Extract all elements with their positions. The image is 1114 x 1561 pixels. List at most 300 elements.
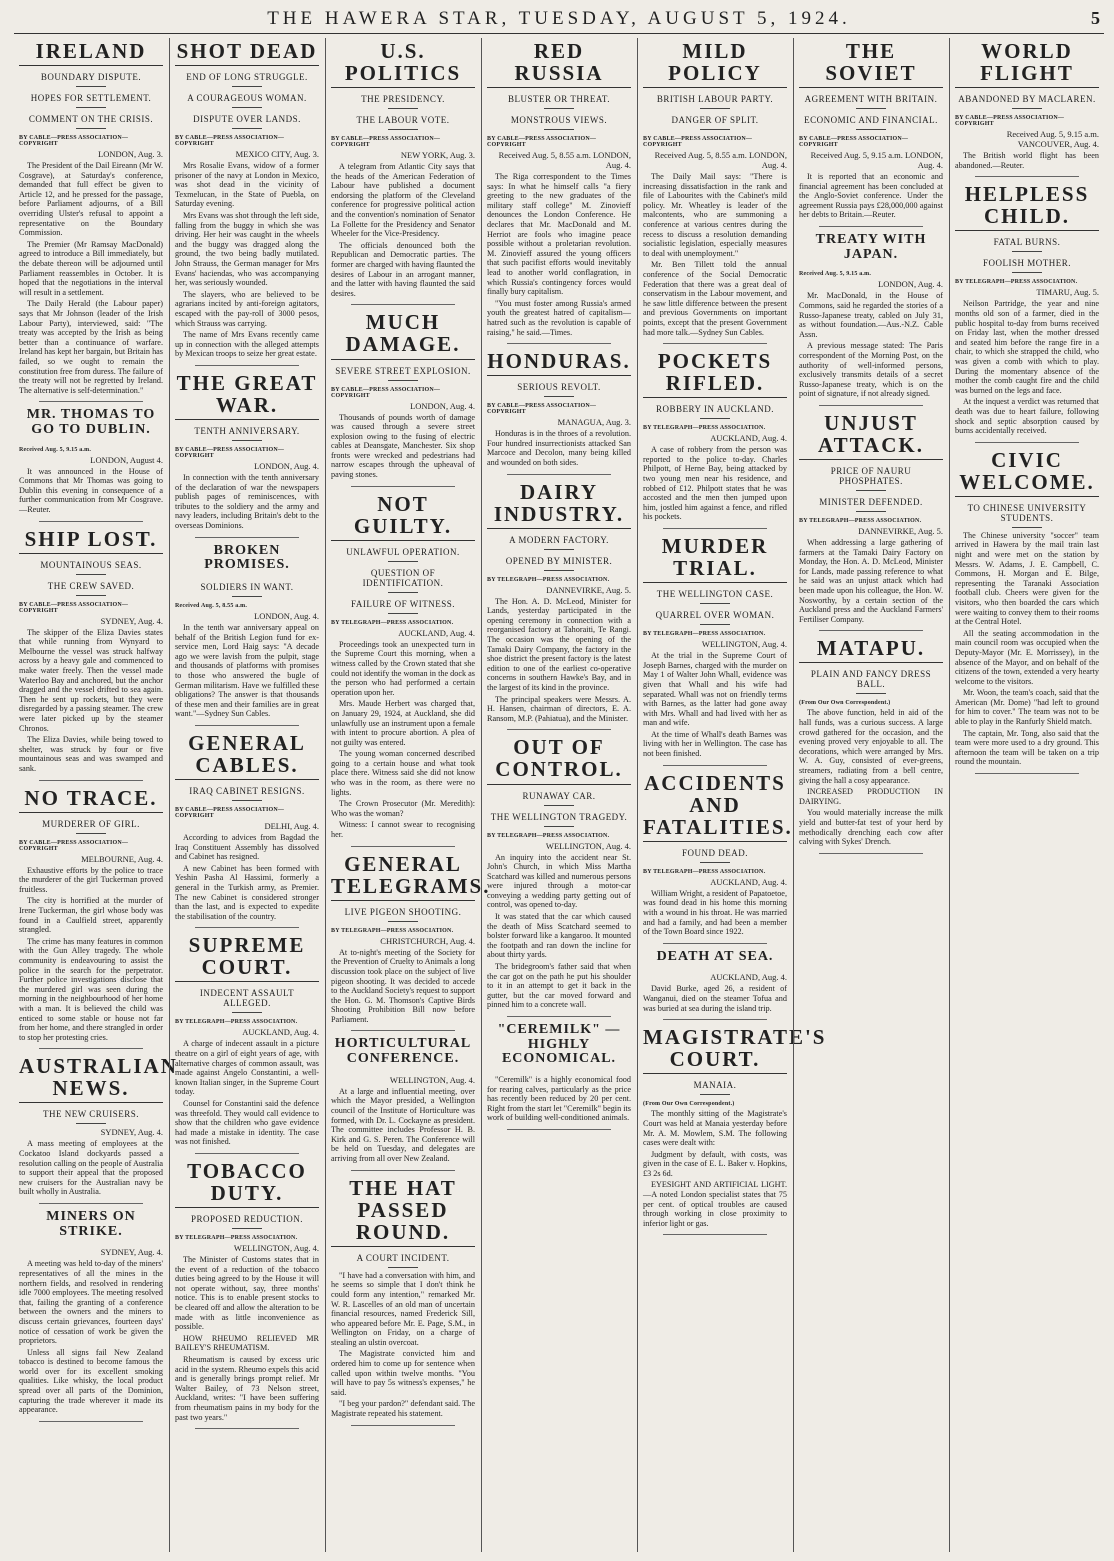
story-dateline: Received Aug. 5, 8.55 a.m. LONDON, Aug. 4. bbox=[498, 150, 631, 171]
deck-rule bbox=[388, 561, 418, 562]
story-dateline: LONDON, Aug. 4. bbox=[878, 279, 943, 290]
deck-rule bbox=[232, 800, 262, 801]
story-paragraph: The officials denounced both the Republican and Democratic parties. The former are charged with having flaunted the desires of Labour in an arrogant manner, and the latter with having flaunted the said desires. bbox=[331, 240, 475, 298]
story-credit: BY CABLE—PRESS ASSOCIATION—COPYRIGHT bbox=[487, 136, 597, 149]
story bbox=[331, 493, 475, 847]
story-body bbox=[19, 1259, 163, 1415]
story bbox=[331, 1177, 475, 1426]
story-headline: U.S. POLITICS bbox=[331, 40, 475, 88]
story-body bbox=[799, 708, 943, 846]
story-paragraph: Mr. MacDonald, in the House of Commons, said he regarded the stories of a Russo-Japanese treaty, cabled on July 31, as without foundation.—Aus.-N.Z. Cable Assn. bbox=[799, 291, 943, 339]
story-headline: HORTICULTURAL CONFERENCE. bbox=[334, 1036, 472, 1067]
story-divider bbox=[507, 1016, 611, 1017]
story-dateline: MELBOURNE, Aug. 4. bbox=[81, 853, 163, 864]
story-deck: SOLDIERS IN WANT. bbox=[200, 581, 294, 592]
story-headline: GENERAL TELEGRAMS. bbox=[331, 853, 475, 901]
story-paragraph: The Riga correspondent to the Times says: In what he himself calls "a fiery greeting to the new graduates of the military staff college" M. Zinovieff denounces the London Conference. He declares that Mr. MacDonald and M. Herriot are fools who imagine peace possible without a proletarian revolution. M. Zinovieff assured the young officers that such pacifist efforts would inevitably lead to another world conflagration, in which Russia's contingency forces would finally bury capitalism. bbox=[487, 172, 631, 297]
story-credit: BY TELEGRAPH—PRESS ASSOCIATION. bbox=[175, 1235, 298, 1242]
story-divider bbox=[975, 442, 1079, 443]
story-body bbox=[799, 538, 943, 624]
story-divider bbox=[507, 343, 611, 344]
story-dateline: SYDNEY, Aug. 4. bbox=[100, 1247, 163, 1258]
story-divider bbox=[39, 521, 143, 522]
story-deck: A COURT INCIDENT. bbox=[356, 1252, 450, 1263]
story-headline: NOT GUILTY. bbox=[331, 493, 475, 541]
story-paragraph: It is reported that an economic and financial agreement has been concluded at the Anglo-Soviet conference. Under the agreement Russia pays £28,000,000 against her debts to Britain.—Reuter. bbox=[799, 172, 943, 220]
story-divider bbox=[819, 405, 923, 406]
story-divider bbox=[195, 927, 299, 928]
story-headline: WORLD FLIGHT bbox=[955, 40, 1099, 88]
masthead bbox=[14, 6, 1104, 32]
story-credit: (From Our Own Correspondent.) bbox=[643, 1101, 735, 1108]
story-paragraph: A previous message stated: The Paris correspondent of the Morning Post, on the authority of well-informed persons, exclusively transmits details of a secret Russo-Japanese treaty, which is on the point of signature, if not already signed. bbox=[799, 341, 943, 399]
story bbox=[331, 851, 491, 1032]
story-paragraph: A charge of indecent assault in a picture theatre on a girl of eight years of age, with alternative charges of common assault, was made against Angelo Constantini, a well-known Italian singer, in the Supreme Court today. bbox=[175, 1039, 319, 1097]
story-paragraph: INCREASED PRODUCTION IN DAIRYING. bbox=[799, 787, 943, 806]
story-deck: MONSTROUS VIEWS. bbox=[510, 115, 608, 126]
story-paragraph: William Wright, a resident of Papatoetoe, was found dead in his home this morning with a wound in his throat. He was married and had a family, and had been a member of the Town Board since 1922. bbox=[643, 888, 787, 937]
story-paragraph: In connection with the tenth anniversary of the declaration of war the newspapers publish pages of reminiscences, with tributes to the soldiery and the army and navy leaders, including Britain's debt to the overseas Dominions. bbox=[175, 473, 319, 530]
story-deck: HOPES FOR SETTLEMENT. bbox=[30, 93, 152, 104]
story-headline: CIVIC WELCOME. bbox=[955, 449, 1099, 497]
story-body bbox=[19, 161, 163, 395]
story bbox=[643, 350, 787, 529]
story-credit: BY TELEGRAPH—PRESS ASSOCIATION. bbox=[487, 832, 610, 839]
story bbox=[19, 1210, 163, 1422]
story-credit: BY TELEGRAPH—PRESS ASSOCIATION. bbox=[331, 619, 454, 626]
deck-rule bbox=[76, 107, 106, 108]
story-deck: ABANDONED BY MACLAREN. bbox=[958, 94, 1096, 105]
story-deck: SEVERE STREET EXPLOSION. bbox=[335, 365, 471, 376]
story-divider bbox=[663, 1234, 767, 1235]
story-credit: BY CABLE—PRESS ASSOCIATION—COPYRIGHT bbox=[175, 806, 285, 819]
story-body bbox=[487, 597, 631, 724]
deck-rule bbox=[544, 129, 574, 130]
story-body bbox=[331, 1271, 475, 1419]
deck-rule bbox=[1012, 527, 1042, 528]
story-paragraph: The Crown Prosecutor (Mr. Meredith): Who was the woman? bbox=[331, 799, 475, 818]
story-dateline: DANNEVIRKE, Aug. 5. bbox=[546, 584, 631, 595]
story-paragraph: The Daily Herald (the Labour paper) says that Mr Johnson (leader of the Irish Labour Party), interviewed, said: "The treaty was accepted by the Irish as being better than a continuance of warfare. Ireland has kept her bargain, but Britain has failed, so we ought to remain the constitution free from duress. The failure of the treaty will not be regretted by Ireland. The alternative is self-determination." bbox=[19, 299, 163, 395]
story-paragraph: The Magistrate convicted him and ordered him to come up for sentence when called upon within twelve months. "You will have to pay 5s witness's expenses," he said. bbox=[331, 1349, 475, 1397]
story-divider bbox=[819, 630, 923, 631]
deck-rule bbox=[76, 595, 106, 596]
story-divider bbox=[975, 176, 1079, 177]
story-headline: SUPREME COURT. bbox=[175, 934, 319, 982]
deck-rule bbox=[700, 108, 730, 109]
story-paragraph: At the time of Whall's death Barnes was living with her in Wellington. The case has not been finished. bbox=[643, 729, 787, 759]
story-headline: MILD POLICY bbox=[643, 40, 787, 88]
story-paragraph: All the seating accommodation in the main council room was occupied when the Deputy-Mayor (Mr. E. Morrissey), in the absence of the Mayor, and on behalf of the citizens of the town, extended a very hearty welcome to the visitors. bbox=[955, 628, 1099, 686]
story-paragraph: David Burke, aged 26, a resident of Wanganui, died on the steamer Tofua and was buried at sea during the island trip. bbox=[643, 984, 787, 1013]
story bbox=[799, 233, 943, 406]
column-7 bbox=[950, 38, 1104, 1552]
story-body bbox=[331, 1087, 475, 1164]
story-paragraph: Proceedings took an unexpected turn in the Supreme Court this morning, when a witness called by the Crown stated that she could not identify the woman in the dock as the person who had performed a certain operation upon her. bbox=[331, 639, 475, 697]
story-dateline: CHRISTCHURCH, Aug. 4. bbox=[380, 935, 475, 946]
story-divider bbox=[507, 1129, 611, 1130]
story-deck: QUESTION OF IDENTIFICATION. bbox=[362, 567, 444, 588]
story bbox=[331, 1037, 475, 1170]
story-body bbox=[175, 161, 319, 359]
story bbox=[643, 535, 787, 766]
story-body bbox=[175, 623, 319, 719]
story-headline: ACCIDENTS AND FATALITIES. bbox=[643, 772, 787, 842]
story-divider bbox=[195, 1153, 299, 1154]
story-paragraph: The Minister of Customs states that in the event of a reduction of the tobacco duties being agreed to by the House it will not operate without, say, three months' notice. This is to enable present stocks to be cleared off and allow the alteration to be made with as little inconvenience as possible. bbox=[175, 1255, 319, 1332]
story-divider bbox=[351, 486, 455, 487]
story-body bbox=[487, 172, 631, 337]
story-body bbox=[487, 1075, 631, 1123]
story-dateline: WELLINGTON, Aug. 4. bbox=[545, 840, 631, 851]
story-deck: DISPUTE OVER LANDS. bbox=[193, 114, 301, 125]
deck-rule bbox=[700, 624, 730, 625]
story-paragraph: The city is horrified at the murder of Irene Tuckerman, the girl whose body was found in a Caulfield street, apparently strangled. bbox=[19, 896, 163, 935]
story-deck: BOUNDARY DISPUTE. bbox=[40, 72, 142, 83]
masthead-title: THE HAWERA STAR, TUESDAY, AUGUST 5, 1924. bbox=[267, 8, 851, 29]
deck-rule bbox=[544, 570, 574, 571]
story-credit: BY CABLE—PRESS ASSOCIATION—COPYRIGHT bbox=[331, 386, 441, 399]
column-3 bbox=[326, 38, 491, 1552]
column-1 bbox=[14, 38, 178, 1552]
story-dateline: SYDNEY, Aug. 4. bbox=[100, 1127, 163, 1138]
story bbox=[175, 40, 319, 366]
story-divider bbox=[663, 943, 767, 944]
column-2 bbox=[170, 38, 324, 1552]
story-paragraph: Mrs Evans was shot through the left side, falling from the buggy in which she was driving. Her heir was caught in the wheels and the buggy was dragged along the ground, the two being badly mutilated. John Strauss, the German manager for Mrs Evans' haciendas, who was accompanying her, was seriously wounded. bbox=[175, 211, 319, 288]
story-paragraph: Mrs. Maude Herbert was charged that, on January 29, 1924, at Auckland, she did unlawfully use an instrument upon a female with intent to procure abortion. A plea of not guilty was entered. bbox=[331, 699, 475, 747]
story-paragraph: Exhaustive efforts by the police to trace the murderer of the girl Tuckerman proved fruitless. bbox=[19, 865, 163, 894]
masthead-rule bbox=[14, 33, 1104, 34]
story-body bbox=[799, 172, 943, 220]
story-dateline: MANAGUA, Aug. 3. bbox=[557, 417, 631, 428]
story-deck: AGREEMENT WITH BRITAIN. bbox=[804, 94, 938, 105]
deck-rule bbox=[544, 826, 574, 827]
story-headline: MATAPU. bbox=[799, 637, 943, 663]
story-body bbox=[955, 299, 1099, 435]
deck-rule bbox=[544, 805, 574, 806]
story bbox=[175, 544, 319, 726]
story-deck: THE LABOUR VOTE. bbox=[356, 115, 450, 126]
story-headline: SHIP LOST. bbox=[19, 528, 163, 554]
deck-rule bbox=[700, 1094, 730, 1095]
story-divider bbox=[39, 1048, 143, 1049]
story bbox=[19, 40, 163, 402]
story-body bbox=[175, 833, 319, 921]
story-body bbox=[955, 151, 1099, 170]
story-body bbox=[487, 429, 631, 467]
story-divider bbox=[195, 1428, 299, 1429]
story-headline: HELPLESS CHILD. bbox=[955, 183, 1099, 231]
story-paragraph: In the tenth war anniversary appeal on behalf of the British Legion fund for ex-service men, Lord Haig says: "A decade ago we were lavish from the pulpit, stage and thousands of platforms with promises to those who answered the bugle of German militarism. Have we fulfilled these obligations? The answer is that thousands of these men and their families are in great want."—Sydney Sun Cables. bbox=[175, 622, 319, 719]
story bbox=[487, 736, 631, 1017]
story-divider bbox=[663, 528, 767, 529]
story-paragraph: Rheumatism is caused by excess uric acid in the system. Rheumo expels this acid and is generally brings prompt relief. Mr Walter Bailey, of 73 Nelson street, Auckland, writes: "I have been suffering from rheumatism pains in my body for the past two years." bbox=[175, 1354, 319, 1422]
story-headline: HONDURAS. bbox=[487, 350, 631, 376]
story-paragraph: The bridegroom's father said that when the car got on the path he put his shoulder to it in an attempt to get it back in the gutter, but the car moved forward and pinned him to a concrete wall. bbox=[487, 962, 631, 1010]
story-paragraph: The Eliza Davies, while being towed to shelter, was struck by four or five mountainous seas and was swamped and sank. bbox=[19, 735, 163, 773]
story-headline: "CEREMILK" — HIGHLY ECONOMICAL. bbox=[497, 1022, 621, 1067]
story-dateline: TIMARU, Aug. 5. bbox=[1036, 287, 1099, 298]
deck-rule bbox=[232, 596, 262, 597]
story-body bbox=[19, 1139, 163, 1197]
story-dateline: NEW YORK, Aug. 3. bbox=[400, 150, 475, 161]
story-body bbox=[331, 948, 475, 1025]
story-body bbox=[331, 162, 475, 298]
story bbox=[955, 449, 1099, 774]
story bbox=[643, 950, 787, 1020]
deck-rule bbox=[232, 86, 262, 87]
story-paragraph: At to-night's meeting of the Society for the Prevention of Cruelty to Animals a long discussion took place on the subject of live pigeon shooting. It was decided to accede to the Auckland Society's request to support the Hon. G. M. Thomson's Captive Birds Shooting Prohibition Bill now before Parliament. bbox=[331, 947, 475, 1024]
deck-rule bbox=[388, 108, 418, 109]
story-paragraph: A case of robbery from the person was reported to the police to-day. Charles Philpott, of Herne Bay, being attacked by two young men near his residence, and robbed of £12. Philpott states that he was accosted and the men then jumped upon him, jostled him against a fence, and rifled his pockets. bbox=[643, 445, 787, 522]
story bbox=[799, 412, 943, 631]
deck-rule bbox=[856, 693, 886, 694]
story-headline: RED RUSSIA bbox=[487, 40, 631, 88]
story-credit: BY CABLE—PRESS ASSOCIATION—COPYRIGHT bbox=[487, 403, 597, 416]
story-divider bbox=[39, 780, 143, 781]
story-credit: BY CABLE—PRESS ASSOCIATION—COPYRIGHT bbox=[799, 136, 909, 149]
story-paragraph: "I have had a conversation with him, and he seems so simple that I don't think he could form any intention," remarked Mr. W. R. Lascelles of an old man of uncertain financial resources, named Frederick Sill, who appeared before Mr. E. Page, S.M., in Wellington on Friday, on a charge of stealing an ulstin overcoat. bbox=[331, 1270, 475, 1347]
story-credit: BY CABLE—PRESS ASSOCIATION—COPYRIGHT bbox=[19, 839, 129, 852]
story-deck: ECONOMIC AND FINANCIAL. bbox=[804, 115, 938, 126]
story-dateline: AUCKLAND, Aug. 4. bbox=[242, 1027, 319, 1038]
story-credit: BY TELEGRAPH—PRESS ASSOCIATION. bbox=[955, 279, 1078, 286]
story-paragraph: It was announced in the House of Commons that Mr Thomas was going to Dublin this evening in consequence of a further communication from Mr Cosgrave.—Reuter. bbox=[19, 466, 163, 515]
deck-rule bbox=[388, 921, 418, 922]
story-deck: THE CREW SAVED. bbox=[47, 580, 135, 591]
story-deck: UNLAWFUL OPERATION. bbox=[346, 546, 460, 557]
story-dateline: WELLINGTON, Aug. 4. bbox=[389, 1074, 475, 1085]
story-headline: MINERS ON STRIKE. bbox=[46, 1208, 136, 1239]
story-divider bbox=[663, 343, 767, 344]
deck-rule bbox=[544, 396, 574, 397]
deck-rule bbox=[700, 603, 730, 604]
deck-rule bbox=[388, 129, 418, 130]
story-paragraph: The slayers, who are believed to be agrarians incited by anti-foreign agitators, escaped with the pay-roll of 3000 pesos, which Strauss was carrying. bbox=[175, 289, 319, 328]
story-deck: THE NEW CRUISERS. bbox=[42, 1109, 140, 1120]
story-deck: ROBBERY IN AUCKLAND. bbox=[656, 404, 774, 415]
story-headline: MR. THOMAS TO GO TO DUBLIN. bbox=[26, 407, 156, 437]
story-divider bbox=[351, 1030, 455, 1031]
story-paragraph: The President of the Dail Eireann (Mr W. Cosgrave), at Saturday's conference, demanded that full effect be given to Article 12, and he pressed for the passage, before Parliament adjourns, of a Bill overriding Ulster's refusal to appoint a representative on the Boundary Commission. bbox=[19, 161, 163, 238]
story-credit: BY TELEGRAPH—PRESS ASSOCIATION. bbox=[643, 425, 766, 432]
story-credit: BY TELEGRAPH—PRESS ASSOCIATION. bbox=[175, 1019, 298, 1026]
story-headline: GENERAL CABLES. bbox=[175, 732, 319, 780]
story bbox=[955, 40, 1099, 177]
story-deck: OPENED BY MINISTER. bbox=[505, 555, 613, 566]
story-dateline: LONDON, Aug. 4. bbox=[410, 400, 475, 411]
story-divider bbox=[819, 226, 923, 227]
deck-rule bbox=[856, 490, 886, 491]
story-headline: THE GREAT WAR. bbox=[175, 372, 319, 420]
story-paragraph: "Ceremilk" is a highly economical food for rearing calves, particularly as the price has recently been reduced by 20 per cent. Right from the start let "Ceremilk" begin its work of building well-conditioned animals. bbox=[487, 1075, 631, 1123]
story-paragraph: Witness: I cannot swear to recognising her. bbox=[331, 820, 475, 840]
story bbox=[19, 787, 163, 1050]
story-paragraph: At the inquest a verdict was returned that death was due to heart failure, following shock and septic absorption caused by burns accidentally received. bbox=[955, 397, 1099, 436]
deck-rule bbox=[856, 108, 886, 109]
story-divider bbox=[39, 1203, 143, 1204]
deck-rule bbox=[232, 440, 262, 441]
story-divider bbox=[819, 853, 923, 854]
story-credit: BY CABLE—PRESS ASSOCIATION—COPYRIGHT bbox=[955, 115, 1065, 128]
deck-rule bbox=[1012, 251, 1042, 252]
story-dateline: LONDON, August 4. bbox=[90, 454, 163, 465]
story-headline: TOBACCO DUTY. bbox=[175, 1160, 319, 1208]
story-body bbox=[487, 853, 631, 1011]
story-headline: BROKEN PROMISES. bbox=[204, 542, 290, 573]
story-dateline: Received Aug. 5, 9.15 a.m. VANCOUVER, Aug. 4. bbox=[1006, 129, 1099, 150]
story-body bbox=[643, 889, 787, 937]
story-paragraph: An inquiry into the accident near St. John's Church, in which Miss Martha Scatchard was killed and numerous persons were injured through a motor-car conveying a wedding party getting out of control, was opened to-day. bbox=[487, 852, 631, 910]
story-dateline: Received Aug. 5, 8.55 a.m. LONDON, Aug. 4. bbox=[654, 150, 787, 171]
deck-rule bbox=[76, 1123, 106, 1124]
story-deck: BRITISH LABOUR PARTY. bbox=[656, 94, 774, 105]
story-deck: PLAIN AND FANCY DRESS BALL. bbox=[810, 669, 932, 690]
story-paragraph: The skipper of the Eliza Davies states that while running from Wynyard to Melbourne the vessel was struck halfway across by a heavy gale and commenced to make water freely. Then the vessel made Waterloo Bay and anchored, but the anchor dragged and the vessel drifted to sea again. Then he sent up rockets, but they were disregarded by a passing steamer. The crew were later picked up by the steamer Chronos. bbox=[19, 627, 163, 733]
story-paragraph: "You must foster among Russia's armed youth the greatest hatred of capitalism—hatred such as the revolution is capable of raising," he said.—Times. bbox=[487, 298, 631, 337]
deck-rule bbox=[76, 574, 106, 575]
story-divider bbox=[39, 1421, 143, 1422]
story-paragraph: At the trial in the Supreme Court of Joseph Barnes, charged with the murder on May 1 of Walter John Whall, evidence was given that Whall and his wife had separated. Whall was not on friendly terms with Barnes, as the latter had gone away with Mrs. Whall and had lived with her as man and wife. bbox=[643, 651, 787, 728]
story-deck: FAILURE OF WITNESS. bbox=[351, 598, 455, 609]
story bbox=[643, 1025, 827, 1235]
story bbox=[175, 372, 319, 538]
story-body bbox=[643, 172, 787, 337]
story-credit: Received Aug. 5, 9.15 a.m. bbox=[19, 446, 92, 453]
story-body bbox=[643, 984, 787, 1013]
deck-rule bbox=[544, 108, 574, 109]
story-paragraph: Counsel for Constantini said the defence was threefold. They would call evidence to show that the children who gave evidence had made a mistake in identity. The case was not finished. bbox=[175, 1098, 319, 1147]
story-dateline: LONDON, Aug. 4. bbox=[254, 610, 319, 621]
story-deck: RUNAWAY CAR. bbox=[522, 790, 596, 801]
story bbox=[331, 40, 475, 305]
story bbox=[487, 350, 631, 474]
story-headline: THE SOVIET bbox=[799, 40, 943, 88]
story-headline: POCKETS RIFLED. bbox=[643, 350, 787, 398]
story-deck: THE WELLINGTON CASE. bbox=[656, 589, 774, 600]
story-paragraph: The Premier (Mr Ramsay MacDonald) agreed to introduce a Bill immediately, but the debate thereon will be adjourned until Parliament reassembles in October. It is hoped that the negotiations in the interval will result in a settlement. bbox=[19, 239, 163, 297]
story-deck: BLUSTER OR THREAT. bbox=[508, 94, 610, 105]
deck-rule bbox=[388, 380, 418, 381]
story-deck: QUARREL OVER WOMAN. bbox=[655, 610, 775, 621]
story-body bbox=[643, 1109, 787, 1228]
story-body bbox=[175, 1255, 319, 1422]
story-credit: BY CABLE—PRESS ASSOCIATION—COPYRIGHT bbox=[175, 447, 285, 460]
story-body bbox=[643, 445, 787, 522]
story-paragraph: It was stated that the car which caused the death of Miss Scatchard seemed to bolster forward like a kangaroo. It mounted the footpath and ran down the incline for about thirty yards. bbox=[487, 912, 631, 960]
story-deck: TENTH ANNIVERSARY. bbox=[194, 426, 300, 437]
story bbox=[19, 528, 163, 781]
story-credit: BY CABLE—PRESS ASSOCIATION—COPYRIGHT bbox=[19, 601, 129, 614]
story-credit: BY CABLE—PRESS ASSOCIATION—COPYRIGHT bbox=[643, 136, 753, 149]
story bbox=[487, 40, 631, 344]
deck-rule bbox=[388, 1267, 418, 1268]
story-paragraph: You would materially increase the milk yield and butter-fat test of your herd by methodically drenching each cow after calving with Sykes' Drench. bbox=[799, 808, 943, 847]
story-dateline: SYDNEY, Aug. 4. bbox=[100, 615, 163, 626]
story-divider bbox=[351, 846, 455, 847]
story-credit: (From Our Own Correspondent.) bbox=[799, 700, 891, 707]
story-dateline: LONDON, Aug. 3. bbox=[98, 149, 163, 160]
story-paragraph: The Chinese university "soccer" team arrived in Hawera by the mail train last night and were met on the station by Messrs. W. Adams, J. E. Campbell, C. Commons, H. Morgan and E. Bilge, representing the Taranaki Association football club. Cheers were given for the visitors, who then boarded the cars which were waiting to convey them to their rooms at the Central Hotel. bbox=[955, 530, 1099, 627]
story-headline: DEATH AT SEA. bbox=[656, 948, 774, 964]
story bbox=[487, 481, 631, 731]
story-divider bbox=[351, 304, 455, 305]
story-divider bbox=[507, 729, 611, 730]
story-credit: Received Aug. 5, 8.55 a.m. bbox=[175, 602, 248, 609]
story-paragraph: Honduras is in the throes of a revolution. Four hundred insurrectionists attacked San Marcoce and Decolon, many being killed and wounded on both sides. bbox=[487, 429, 631, 468]
story-dateline: Received Aug. 5, 9.15 a.m. LONDON, Aug. 4. bbox=[810, 150, 943, 171]
deck-rule bbox=[856, 511, 886, 512]
story-paragraph: Mr. Woon, the team's coach, said that the American (Mr. Dome) "had left to ground for him to cover." The team was not to be able to play in the Ranfurly Shield match. bbox=[955, 688, 1099, 727]
story-headline: UNJUST ATTACK. bbox=[799, 412, 943, 460]
story-deck: SERIOUS REVOLT. bbox=[517, 382, 601, 393]
story bbox=[487, 1023, 631, 1130]
story-credit: BY TELEGRAPH—PRESS ASSOCIATION. bbox=[487, 576, 610, 583]
story-dateline: AUCKLAND, Aug. 4. bbox=[710, 972, 787, 983]
story bbox=[175, 934, 319, 1154]
story-paragraph: The principal speakers were Messrs. A. H. Hansen, chairman of directors, E. A. Ransom, M.P. (Pahiatua), and the Minister. bbox=[487, 694, 631, 723]
story-paragraph: Judgment by default, with costs, was given in the case of E. L. Baker v. Hopkins, £3 2s 6d. bbox=[643, 1149, 787, 1178]
deck-rule bbox=[700, 418, 730, 419]
deck-rule bbox=[1012, 108, 1042, 109]
story-dateline: AUCKLAND, Aug. 4. bbox=[710, 433, 787, 444]
story-paragraph: Unless all signs fail New Zealand tobacco is destined to become famous the world over for its excellent smoking qualities. Like whisky, the local product spread over all parts of the Dominion, capturing the trade wherever it made its appearance. bbox=[19, 1347, 163, 1415]
story-paragraph: A telegram from Atlantic City says that the heads of the American Federation of Labour have published a document endorsing the platform of the Cleveland conference for progressive political action and the convention's nomination of Senator La Follette for the Presidency and Senator Wheeler for the Vice-Presidency. bbox=[331, 162, 475, 239]
story-deck: FOUND DEAD. bbox=[682, 847, 748, 858]
story-paragraph: The above function, held in aid of the hall funds, was a curious success. A large crowd gathered for the occasion, and the evening proved very enjoyable to all. The decorations, which were arranged by Mrs. W. A. Guy, consisted of ever-greens, streamers, radiating from a bell centre, giving the hall a cosy appearance. bbox=[799, 708, 943, 785]
story-headline: MURDER TRIAL. bbox=[643, 535, 787, 583]
story-deck: MOUNTAINOUS SEAS. bbox=[40, 559, 142, 570]
story-deck: IRAQ CABINET RESIGNS. bbox=[189, 785, 305, 796]
story-deck: THE WELLINGTON TRAGEDY. bbox=[490, 811, 628, 822]
story-headline: OUT OF CONTROL. bbox=[487, 736, 631, 784]
deck-rule bbox=[700, 129, 730, 130]
story-deck: LIVE PIGEON SHOOTING. bbox=[344, 906, 462, 917]
story-credit: BY CABLE—PRESS ASSOCIATION—COPYRIGHT bbox=[331, 136, 441, 149]
story-body bbox=[19, 467, 163, 515]
story-deck: DANGER OF SPLIT. bbox=[671, 115, 759, 126]
page-number: 5 bbox=[1091, 8, 1100, 28]
story-deck: TO CHINESE UNIVERSITY STUDENTS. bbox=[967, 502, 1087, 523]
story-divider bbox=[195, 537, 299, 538]
story-deck: PRICE OF NAURU PHOSPHATES. bbox=[830, 466, 912, 487]
story-dateline: AUCKLAND, Aug. 4. bbox=[710, 876, 787, 887]
story-deck: MINISTER DEFENDED. bbox=[819, 497, 923, 508]
story-paragraph: The captain, Mr. Tong, also said that the team were more used to a dry ground. This afternoon the team will be taken on a trip round the mountain. bbox=[955, 728, 1099, 767]
deck-rule bbox=[76, 833, 106, 834]
story-divider bbox=[663, 765, 767, 766]
story-credit: BY TELEGRAPH—PRESS ASSOCIATION. bbox=[643, 631, 766, 638]
story-deck: END OF LONG STRUGGLE. bbox=[186, 72, 308, 83]
story-body bbox=[175, 473, 319, 531]
story-headline: IRELAND bbox=[19, 40, 163, 66]
story-paragraph: A new Cabinet has been formed with Yeshin Pasha Al Hassimi, formerly a general in the Turkish army, as Premier. The new Cabinet is considered stronger than the last, and is expected to expedite the stabilisation of the country. bbox=[175, 863, 319, 921]
story-headline: MAGISTRATE'S COURT. bbox=[643, 1026, 787, 1074]
story-headline: MUCH DAMAGE. bbox=[331, 311, 475, 359]
story-paragraph: The young woman concerned described going to a certain house and what took place there. Witness said she did not know who was in the room, as there were no lights. bbox=[331, 749, 475, 797]
story-deck: A MODERN FACTORY. bbox=[509, 534, 609, 545]
story bbox=[331, 311, 475, 486]
story-divider bbox=[507, 474, 611, 475]
story bbox=[19, 408, 163, 521]
story-credit: BY CABLE—PRESS ASSOCIATION—COPYRIGHT bbox=[19, 135, 129, 148]
deck-rule bbox=[232, 107, 262, 108]
story-deck: FOOLISH MOTHER. bbox=[982, 258, 1071, 269]
story-divider bbox=[195, 725, 299, 726]
story-dateline: MEXICO CITY, Aug. 3. bbox=[235, 149, 319, 160]
story-paragraph: According to advices from Bagdad the Iraq Constituent Assembly has dissolved and Cabinet has resigned. bbox=[175, 832, 319, 862]
